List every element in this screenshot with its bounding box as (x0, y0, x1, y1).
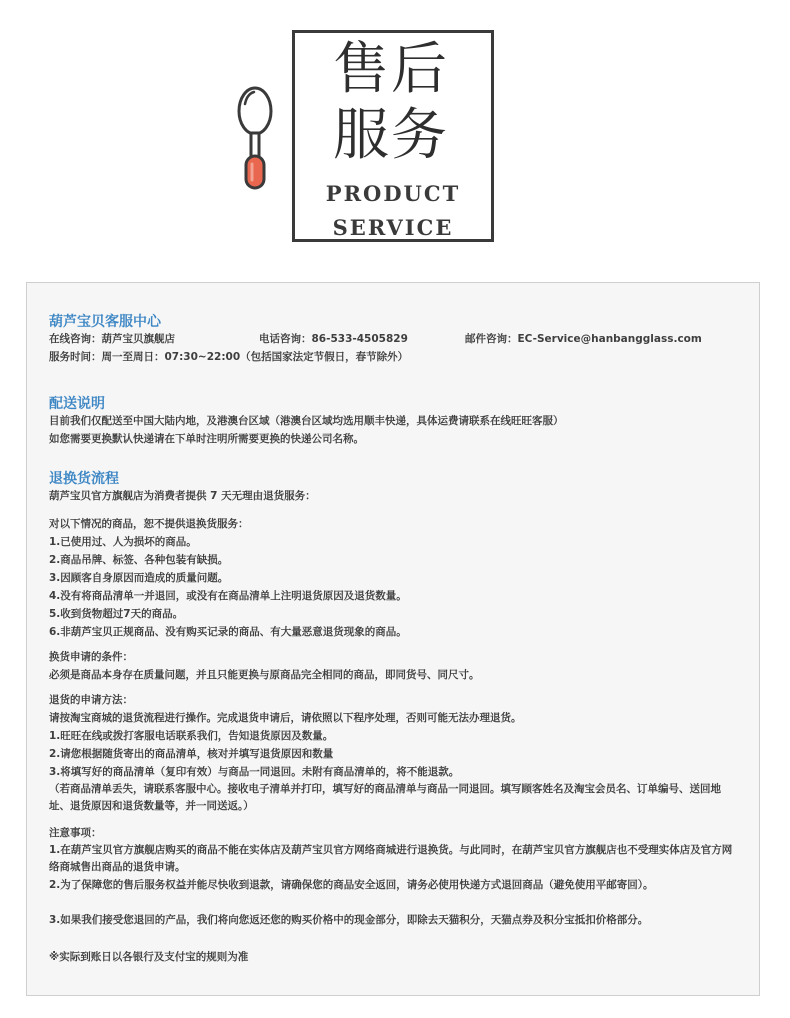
excluded-heading: 对以下情况的商品，恕不提供退换货服务： (49, 518, 249, 530)
title-en-service: SERVICE (332, 215, 454, 240)
excluded-item: 5.收到货物超过7天的商品。 (49, 608, 184, 620)
note-item: 2.为了保障您的售后服务权益并能尽快收到退款，请确保您的商品安全返回，请务必使用快递方式退回商品（避免使用平邮寄回）。 (49, 879, 654, 891)
excluded-item: 3.因顾客自身原因而造成的质量问题。 (49, 572, 229, 584)
returns-intro: 葫芦宝贝官方旗舰店为消费者提供 7 天无理由退货服务： (49, 490, 316, 502)
excluded-item: 6.非葫芦宝贝正规商品、没有购买记录的商品、有大量恶意退货现象的商品。 (49, 626, 407, 638)
note-item: 3.如果我们接受您退回的产品，我们将向您返还您的购买价格中的现金部分，即除去天猫积分，天猫点券及积分宝抵扣价格部分。 (49, 914, 649, 926)
apply-heading: 退货的申请方法： (49, 694, 133, 706)
exchange-heading: 换货申请的条件： (49, 651, 133, 663)
excluded-item: 4.没有将商品清单一并退回，或没有在商品清单上注明退货原因及退货数量。 (49, 590, 407, 602)
shipping-line-2: 如您需要更换默认快递请在下单时注明所需要更换的快递公司名称。 (49, 433, 364, 445)
title-en-product: PRODUCT (325, 181, 461, 206)
customer-service-title: 葫芦宝贝客服中心 (49, 314, 161, 330)
note-item: 1.在葫芦宝贝官方旗舰店购买的商品不能在实体店及葫芦宝贝官方网络商城进行退换货。与此同时，在葫芦宝贝官方旗舰店也不受理实体店及官方网络商城售出商品的退货申请。 (49, 844, 733, 873)
after-sales-info-panel (26, 282, 760, 996)
returns-title: 退换货流程 (49, 471, 119, 487)
title-line-2: 服务 (333, 103, 449, 168)
apply-note: （若商品清单丢失，请联系客服中心。接收电子清单并打印，填写好的商品清单与商品一同退回。填写顾客姓名及淘宝会员名、订单编号、送回地址、退货原因和退货数量等，并一同送返。） (49, 783, 721, 812)
title-chinese (333, 37, 449, 169)
phone-consult: 电话咨询：86-533-4505829 (259, 333, 408, 345)
service-title-box (292, 30, 494, 242)
apply-step: 2.请您根据随货寄出的商品清单，核对并填写退货原因和数量 (49, 748, 334, 760)
online-consult: 在线咨询：葫芦宝贝旗舰店 (49, 333, 175, 345)
apply-intro: 请按淘宝商城的退货流程进行操作。完成退货申请后，请依照以下程序处理，否则可能无法办理退货。 (49, 712, 522, 724)
spoon-icon (232, 84, 278, 192)
title-line-1: 售后 (333, 37, 449, 102)
apply-step: 1.旺旺在线或拨打客服电话联系我们，告知退货原因及数量。 (49, 730, 334, 742)
apply-step: 3.将填写好的商品清单（复印有效）与商品一同退回。未附有商品清单的，将不能退款。 (49, 766, 460, 778)
shipping-title: 配送说明 (49, 396, 105, 412)
email-consult: 邮件咨询：EC-Service@hanbangglass.com (465, 333, 702, 345)
notes-heading: 注意事项： (49, 827, 102, 839)
service-hours: 服务时间：周一至周日：07:30~22:00（包括国家法定节假日，春节除外） (49, 351, 409, 363)
exchange-text: 必须是商品本身存在质量问题，并且只能更换与原商品完全相同的商品，即同货号、同尺寸。 (49, 669, 480, 681)
footer-note: ※实际到账日以各银行及支付宝的规则为准 (49, 951, 249, 963)
excluded-item: 1.已使用过、人为损坏的商品。 (49, 536, 197, 548)
excluded-item: 2.商品吊牌、标签、各种包装有缺损。 (49, 554, 229, 566)
shipping-line-1: 目前我们仅配送至中国大陆内地，及港澳台区域（港澳台区域均选用顺丰快递，具体运费请联系在线旺旺客服） (49, 415, 564, 427)
